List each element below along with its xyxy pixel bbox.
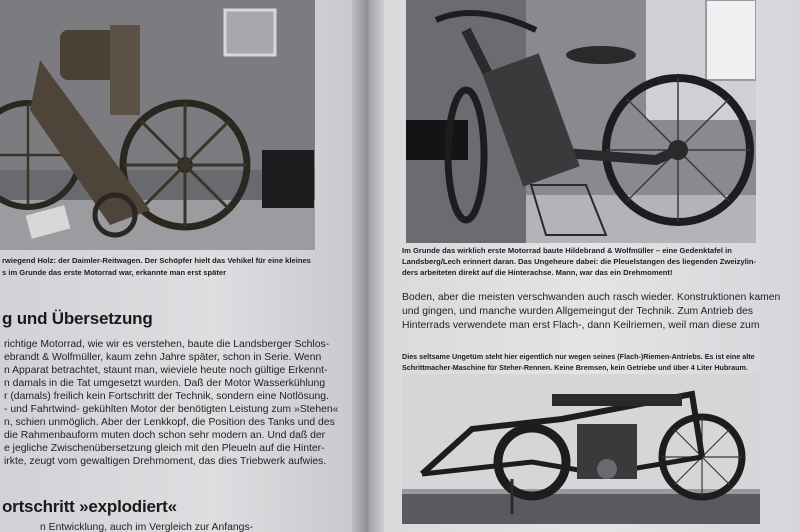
left-page	[0, 0, 358, 532]
left-body-line: n damals in die Tat umgesetzt wurden. Daß der Motor Wasserkühlung	[4, 378, 326, 389]
left-photo-caption-line-2: s im Grunde das erste Motorrad war, erkannte man erst später	[2, 268, 227, 277]
left-body-line: e jegliche Zwischenübersetzung gleich mit den Pleueln auf die Hinter-	[4, 443, 325, 454]
top-photo-caption-line-2: Landsberg/Lech erinnert daran. Das Ungeheure dabei: die Pleuelstangen des liegenden Zweizylin-	[402, 257, 757, 266]
left-body-line: die Rahmenbauform muten doch schon sehr modern an. Und daß der	[4, 430, 326, 441]
left-bottom-line: n Entwicklung, auch im Vergleich zur Anfangs-	[40, 522, 254, 532]
hildebrand-wolfmueller-photo	[406, 0, 756, 243]
hildebrand-wolfmueller-image	[406, 0, 756, 243]
section-heading-fortschritt: ortschritt »explodiert«	[2, 497, 177, 516]
right-body-line: und gingen, und manche wurden Allgemeingut der Technik. Zum Antrieb des	[402, 306, 754, 317]
schrittmacher-maschine-image	[402, 374, 760, 524]
top-photo-caption-line-3: ders arbeiteten direkt auf die Hinterachse. Mann, war das ein Drehmoment!	[402, 268, 673, 277]
left-body-line: ebrandt & Wolfmüller, kaum zehn Jahre später, schon in Serie. Wenn	[4, 352, 322, 363]
schrittmacher-maschine-photo	[402, 374, 760, 524]
bottom-photo-caption-line-1: Dies seltsame Ungetüm steht hier eigentlich nur wegen seines (Flach-)Riemen-Antriebs. Es ist eine alte	[402, 352, 755, 361]
left-body-line: n Apparat betrachtet, staunt man, wieviele heute noch gültige Erkennt-	[4, 365, 328, 376]
left-body-line: - und Fahrtwind- gekühlten Motor der benötigten Leistung zum »Stehen«	[4, 404, 339, 415]
bottom-photo-caption-line-2: Schrittmacher-Maschine für Steher-Rennen. Keine Bremsen, kein Getriebe und über 4 Liter Hubraum.	[402, 363, 748, 372]
right-page	[384, 0, 800, 532]
right-body-line: Boden, aber die meisten verschwanden auch rasch wieder. Konstruktionen kamen	[402, 292, 781, 303]
daimler-reitwagen-photo	[0, 0, 315, 250]
left-body-line: r (damals) freilich kein Fortschritt der Technik, sondern eine Notlösung.	[4, 391, 329, 402]
left-photo-caption-line-1: rwiegend Holz: der Daimler-Reitwagen. Der Schöpfer hielt das Vehikel für eine kleines	[2, 256, 311, 265]
section-heading-uebersetzung: g und Übersetzung	[2, 309, 153, 328]
right-body-line: Hinterrads verwendete man erst Flach-, dann Keilriemen, weil man diese zum	[402, 320, 760, 331]
left-body-line: irkte, zeugt vom gewaltigen Drehmoment, das dies Triebwerk aufwies.	[4, 456, 327, 467]
daimler-reitwagen-image	[0, 0, 315, 250]
left-body-line: n, schien unmöglich. Aber der Lenkkopf, die Position des Tanks und des	[4, 417, 335, 428]
left-body-line: richtige Motorrad, wie wir es verstehen, baute die Landsberger Schlos-	[4, 339, 330, 350]
top-photo-caption-line-1: Im Grunde das wirklich erste Motorrad baute Hildebrand & Wolfmüller – eine Gedenktafel in	[402, 246, 732, 255]
book-gutter	[352, 0, 386, 532]
